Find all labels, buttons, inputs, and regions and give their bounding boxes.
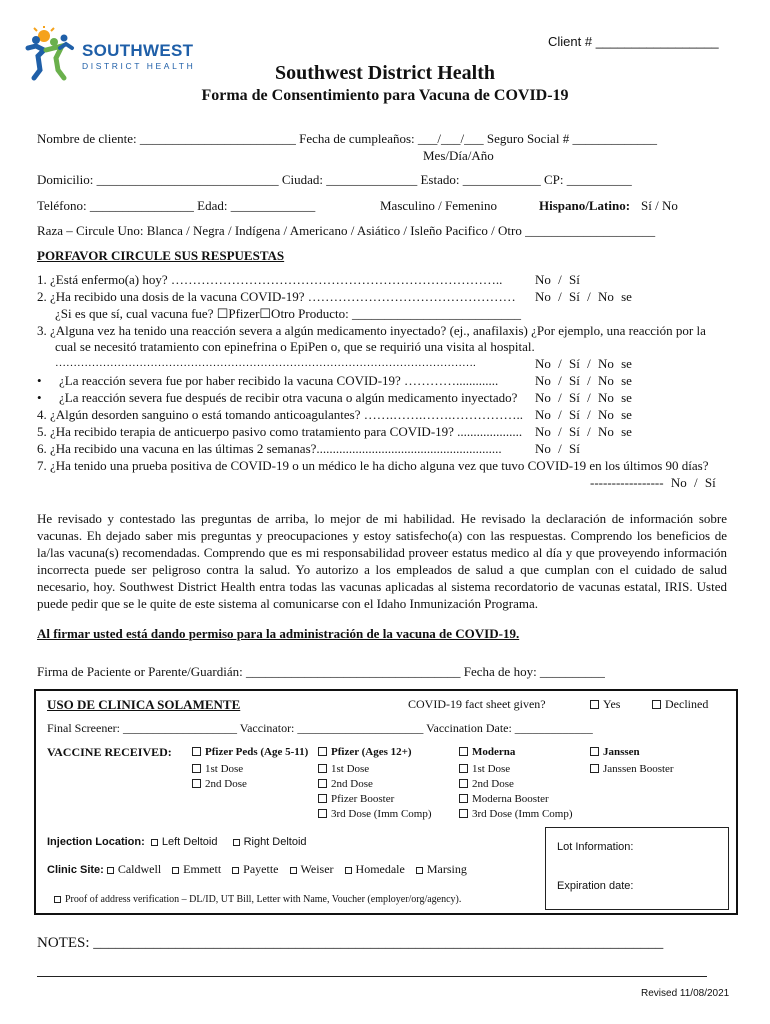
janssen-booster[interactable] xyxy=(590,763,674,775)
bullet-2-marker: • xyxy=(37,390,42,405)
question-1: 1. ¿Está enfermo(a) hoy? ………………………………………………………………….. xyxy=(37,272,503,287)
phone-age-row[interactable]: Teléfono: ________________ Edad: _____________ xyxy=(37,198,316,213)
site-label: Marsing xyxy=(426,862,467,876)
checkbox-icon[interactable] xyxy=(416,867,423,874)
consent-paragraph: He revisado y contestado las preguntas de arriba, lo mejor de mi habilidad. He revisado la declaración de información sobre vacunas. Eh dejado saber mis preguntas y preocupaciones y estoy satisfecho(a) con las respuestas. Comprendo los beneficios de la/las vacuna(s) recomendadas. Comprendo que es mi responsabilidad proveer estatus medico al día y que proveyendo información incorrecta puede ser peligroso contra la salud. Yo autorizo a los empleados de salud a que cumplan con el cuidado de salud necesario, hoy. Southwest District Health entra todas las vacunas aplicadas al sistema recordatorio de vacunas estatal, IRIS. Usted puede pedir que se le quite de este sistema al comunicarse con el Idaho Inmunización Programa. xyxy=(37,511,727,611)
checkbox-icon[interactable] xyxy=(652,700,661,709)
checkbox-icon[interactable] xyxy=(318,809,327,818)
question-4-answers[interactable]: No / Sí / No se xyxy=(535,407,632,422)
questions-heading: PORFAVOR CIRCULE SUS RESPUESTAS xyxy=(37,248,285,263)
checkbox-icon[interactable] xyxy=(192,779,201,788)
checkbox-icon[interactable] xyxy=(290,867,297,874)
checkbox-icon[interactable] xyxy=(590,700,599,709)
site-emmett-option[interactable] xyxy=(172,862,221,876)
checkbox-icon[interactable] xyxy=(233,839,240,846)
site-weiser-option[interactable] xyxy=(290,862,334,876)
checkbox-icon[interactable] xyxy=(172,867,179,874)
proof-label: Proof of address verification – DL/ID, UT Bill, Letter with Name, Voucher (employer/org/agency). xyxy=(65,894,462,905)
pfizer-option[interactable] xyxy=(318,746,412,758)
pfizer-peds-dose-2[interactable] xyxy=(192,778,247,790)
dose-label: 2nd Dose xyxy=(331,778,373,790)
moderna-label: Moderna xyxy=(472,746,516,758)
checkbox-icon[interactable] xyxy=(107,867,114,874)
dose-label: Janssen Booster xyxy=(603,763,674,775)
clinic-site-label: Clinic Site: xyxy=(47,864,104,876)
checkbox-icon[interactable] xyxy=(590,764,599,773)
right-deltoid-label: Right Deltoid xyxy=(243,836,307,848)
hispanic-options[interactable]: Sí / No xyxy=(641,198,678,213)
checkbox-icon[interactable] xyxy=(459,779,468,788)
janssen-label: Janssen xyxy=(603,746,640,758)
pfizer-peds-dose-1[interactable] xyxy=(192,763,243,775)
checkbox-icon[interactable] xyxy=(459,747,468,756)
pfizer-label: Pfizer (Ages 12+) xyxy=(331,746,412,758)
client-name-dob-ssn-row[interactable]: Nombre de cliente: ________________________ Fecha de cumpleaños: ___/___/___ Seguro Social # _____________ xyxy=(37,131,657,146)
screener-vaccinator-date-row[interactable]: Final Screener: ___________________ Vaccinator: _____________________ Vaccination Date: _____________ xyxy=(47,721,593,735)
site-payette-option[interactable] xyxy=(232,862,278,876)
site-caldwell-option[interactable] xyxy=(107,862,161,876)
checkbox-icon[interactable] xyxy=(318,779,327,788)
moderna-dose-1[interactable] xyxy=(459,763,510,775)
checkbox-icon[interactable] xyxy=(459,809,468,818)
clinic-site-row xyxy=(47,862,467,877)
checkbox-icon[interactable] xyxy=(318,794,327,803)
checkbox-icon[interactable] xyxy=(232,867,239,874)
dose-label: 1st Dose xyxy=(205,763,244,775)
checkbox-icon[interactable] xyxy=(192,747,201,756)
permission-statement: Al firmar usted está dando permiso para la administración de la vacuna de COVID-19. xyxy=(37,626,520,641)
client-number-field[interactable]: Client # _________________ xyxy=(548,34,719,49)
sex-options[interactable]: Masculino / Femenino xyxy=(380,198,497,213)
signature-date-row[interactable]: Firma de Paciente or Parente/Guardián: _________________________________ Fecha de hoy: __________ xyxy=(37,664,605,679)
logo-text-southwest: SOUTHWEST xyxy=(82,41,194,60)
hispanic-label: Hispano/Latino: xyxy=(539,198,631,213)
checkbox-icon[interactable] xyxy=(192,764,201,773)
checkbox-icon[interactable] xyxy=(590,747,599,756)
bullet-question-1: ¿La reacción severa fue por haber recibido la vacuna COVID-19? …………............. xyxy=(59,373,499,388)
site-homedale-option[interactable] xyxy=(345,862,405,876)
right-deltoid-option[interactable] xyxy=(233,836,307,848)
bullet-question-2-answers[interactable]: No / Sí / No se xyxy=(535,390,632,405)
site-label: Emmett xyxy=(183,862,222,876)
expiration-date-label[interactable]: Expiration date: xyxy=(557,880,634,892)
pfizer-dose-3[interactable] xyxy=(318,808,432,820)
question-5-answers[interactable]: No / Sí / No se xyxy=(535,424,632,439)
moderna-dose-2[interactable] xyxy=(459,778,514,790)
fact-sheet-label: COVID-19 fact sheet given? xyxy=(408,697,546,711)
checkbox-icon[interactable] xyxy=(459,764,468,773)
injection-location-label: Injection Location: xyxy=(47,836,145,848)
question-5: 5. ¿Ha recibido terapia de anticuerpo pasivo como tratamiento para COVID-19? .................... xyxy=(37,424,523,439)
pfizer-booster[interactable] xyxy=(318,793,394,805)
question-3-answers[interactable]: No / Sí / No se xyxy=(535,356,632,371)
bullet-question-1-answers[interactable]: No / Sí / No se xyxy=(535,373,632,388)
left-deltoid-label: Left Deltoid xyxy=(161,836,218,848)
question-3-line1: 3. ¿Alguna vez ha tenido una reacción severa a algún medicamento inyectado? (ej., anafilaxis) ¿Por ejemplo, una reacción por la xyxy=(37,323,706,338)
checkbox-icon[interactable] xyxy=(54,896,61,903)
dob-format-label: Mes/Día/Año xyxy=(423,148,494,163)
site-label: Payette xyxy=(243,862,279,876)
question-7-answers[interactable]: ----------------- No / Sí xyxy=(590,475,716,490)
logo-text-district: DISTRICT HEALTH xyxy=(82,61,196,71)
question-7: 7. ¿Ha tenido una prueba positiva de COVID-19 o un médico le ha dicho alguna vez que tuvo COVID-19 en los últimos 90 días? xyxy=(37,458,709,473)
question-1-answers[interactable]: No / Sí xyxy=(535,272,580,287)
dose-label: Moderna Booster xyxy=(472,793,549,805)
fact-sheet-declined-option[interactable] xyxy=(652,697,708,712)
question-2-sub[interactable]: ¿Si es que sí, cual vacuna fue? ☐Pfizer☐Otro Producto: __________________________ xyxy=(55,306,521,321)
notes-field[interactable]: NOTES: ____________________________________________________________________________ xyxy=(37,935,664,951)
address-row[interactable]: Domicilio: ____________________________ Ciudad: ______________ Estado: ____________ CP: __________ xyxy=(37,172,632,187)
moderna-option[interactable] xyxy=(459,746,515,758)
vaccine-received-label: VACCINE RECEIVED: xyxy=(47,745,172,759)
dose-label: 2nd Dose xyxy=(205,778,247,790)
site-label: Homedale xyxy=(355,862,405,876)
pfizer-peds-option[interactable] xyxy=(192,746,308,758)
pfizer-dose-2[interactable] xyxy=(318,778,373,790)
question-6-answers[interactable]: No / Sí xyxy=(535,441,580,456)
moderna-booster[interactable] xyxy=(459,793,549,805)
pfizer-dose-1[interactable] xyxy=(318,763,369,775)
checkbox-icon[interactable] xyxy=(459,794,468,803)
pfizer-peds-label: Pfizer Peds (Age 5-11) xyxy=(205,746,309,758)
fact-sheet-yes-option[interactable] xyxy=(590,697,620,712)
question-4: 4. ¿Algún desorden sanguino o está tomando anticoagulantes? …….…….…….…………….. xyxy=(37,407,523,422)
janssen-option[interactable] xyxy=(590,746,640,758)
race-row[interactable]: Raza – Circule Uno: Blanca / Negra / Indígena / Americano / Asiático / Isleño Pacifico / Otro ____________________ xyxy=(37,223,656,238)
left-deltoid-option[interactable] xyxy=(151,836,218,848)
site-label: Weiser xyxy=(300,862,334,876)
lot-information-label[interactable]: Lot Information: xyxy=(557,841,634,853)
dose-label: 3rd Dose (Imm Comp) xyxy=(331,808,432,820)
dose-label: 3rd Dose (Imm Comp) xyxy=(472,808,573,820)
checkbox-icon[interactable] xyxy=(318,764,327,773)
injection-location-row xyxy=(47,836,307,848)
notes-extra-line[interactable] xyxy=(37,976,707,977)
bullet-question-2: ¿La reacción severa fue después de recibir otra vacuna o algún medicamento inyectado? xyxy=(59,390,518,405)
checkbox-icon[interactable] xyxy=(318,747,327,756)
dose-label: 2nd Dose xyxy=(472,778,514,790)
checkbox-icon[interactable] xyxy=(345,867,352,874)
yes-label: Yes xyxy=(603,697,621,711)
declined-label: Declined xyxy=(665,697,709,711)
dose-label: 1st Dose xyxy=(331,763,370,775)
bullet-1-marker: • xyxy=(37,373,42,388)
lot-info-box xyxy=(545,827,729,910)
form-title: Southwest District Health xyxy=(275,62,495,84)
proof-of-address-option[interactable] xyxy=(54,894,461,905)
site-label: Caldwell xyxy=(117,862,162,876)
question-2: 2. ¿Ha recibido una dosis de la vacuna COVID-19? ………………………………………… xyxy=(37,289,516,304)
dose-label: Pfizer Booster xyxy=(331,793,395,805)
dose-label: 1st Dose xyxy=(472,763,511,775)
question-3-line2: cual se necesitó tratamiento con epinefrina o EpiPen o, que se requirió una visita al hospital. xyxy=(55,339,535,354)
clinic-use-heading: USO DE CLINICA SOLAMENTE xyxy=(47,697,241,712)
question-6: 6. ¿Ha recibido una vacuna en las últimas 2 semanas?......................................................... xyxy=(37,441,502,456)
moderna-dose-3[interactable] xyxy=(459,808,573,820)
revision-date: Revised 11/08/2021 xyxy=(641,988,730,999)
question-2-answers[interactable]: No / Sí / No se xyxy=(535,289,632,304)
site-marsing-option[interactable] xyxy=(416,862,467,876)
checkbox-icon[interactable] xyxy=(151,839,158,846)
form-subtitle: Forma de Consentimiento para Vacuna de COVID-19 xyxy=(201,87,569,104)
question-3-dots: ……………………………………………………………………………………………………. xyxy=(55,357,476,369)
